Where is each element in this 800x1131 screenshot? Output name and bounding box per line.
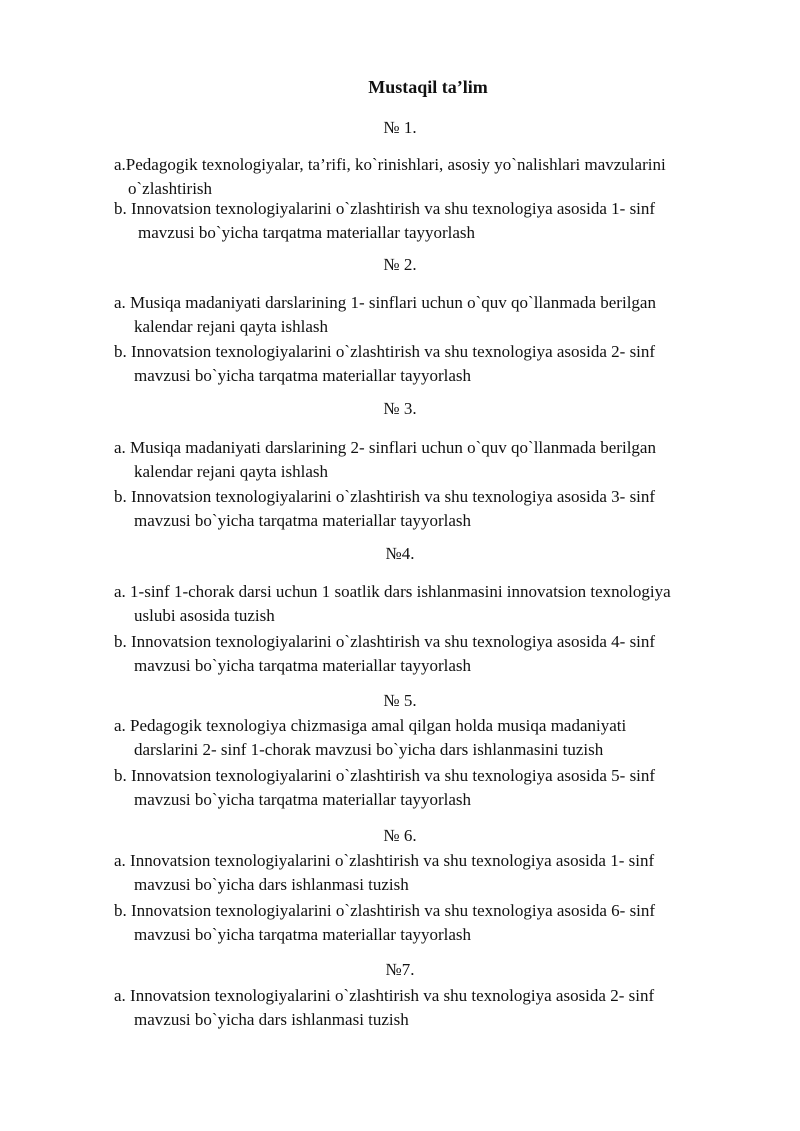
item-line: b. Innovatsion texnologiyalarini o`zlashtirish va shu texnologiya asosida 5- sinf	[114, 766, 656, 785]
section-5-item-a	[114, 714, 754, 762]
item-line: mavzusi bo`yicha tarqatma materiallar tayyorlash	[134, 656, 472, 675]
section-number-6: № 6.	[383, 826, 417, 845]
item-line: b. Innovatsion texnologiyalarini o`zlashtirish va shu texnologiya asosida 1- sinf	[114, 199, 656, 218]
section-4-item-a	[114, 580, 754, 628]
item-line: a. Musiqa madaniyati darslarining 1- sinflari uchun o`quv qo`llanmada berilgan	[114, 293, 656, 312]
section-4-item-b	[114, 630, 754, 678]
item-line: uslubi asosida tuzish	[134, 606, 275, 625]
section-number-3: № 3.	[383, 399, 417, 418]
section-3-item-b	[114, 485, 754, 533]
item-line: a. 1-sinf 1-chorak darsi uchun 1 soatlik dars ishlanmasini innovatsion texnologiya	[114, 582, 671, 601]
section-1-item-a	[114, 153, 754, 201]
section-2-item-b	[114, 340, 754, 388]
item-line: b. Innovatsion texnologiyalarini o`zlashtirish va shu texnologiya asosida 3- sinf	[114, 487, 656, 506]
item-line: mavzusi bo`yicha dars ishlanmasi tuzish	[134, 1010, 409, 1029]
item-line: b. Innovatsion texnologiyalarini o`zlashtirish va shu texnologiya asosida 4- sinf	[114, 632, 656, 651]
item-line: darslarini 2- sinf 1-chorak mavzusi bo`yicha dars ishlanmasini tuzish	[134, 740, 604, 759]
item-line: a. Musiqa madaniyati darslarining 2- sinflari uchun o`quv qo`llanmada berilgan	[114, 438, 656, 457]
item-line: mavzusi bo`yicha tarqatma materiallar tayyorlash	[138, 223, 476, 242]
item-line: mavzusi bo`yicha tarqatma materiallar tayyorlash	[134, 366, 472, 385]
item-line: a. Innovatsion texnologiyalarini o`zlashtirish va shu texnologiya asosida 1- sinf	[114, 851, 655, 870]
section-5-item-b	[114, 764, 754, 812]
item-line: kalendar rejani qayta ishlash	[134, 317, 329, 336]
document-title: Mustaqil ta’lim	[368, 77, 488, 97]
item-line: b. Innovatsion texnologiyalarini o`zlashtirish va shu texnologiya asosida 2- sinf	[114, 342, 656, 361]
section-1-item-b	[114, 197, 754, 245]
section-6-item-a	[114, 849, 754, 897]
item-line: mavzusi bo`yicha tarqatma materiallar tayyorlash	[134, 511, 472, 530]
item-line: b. Innovatsion texnologiyalarini o`zlashtirish va shu texnologiya asosida 6- sinf	[114, 901, 656, 920]
item-line: kalendar rejani qayta ishlash	[134, 462, 329, 481]
item-line: a.Pedagogik texnologiyalar, ta’rifi, ko`rinishlari, asosiy yo`nalishlari mavzularini	[114, 155, 666, 174]
item-line: mavzusi bo`yicha tarqatma materiallar tayyorlash	[134, 790, 472, 809]
section-number-4: №4.	[385, 544, 415, 563]
item-line: mavzusi bo`yicha dars ishlanmasi tuzish	[134, 875, 409, 894]
item-line: a. Innovatsion texnologiyalarini o`zlashtirish va shu texnologiya asosida 2- sinf	[114, 986, 655, 1005]
item-line: mavzusi bo`yicha tarqatma materiallar tayyorlash	[134, 925, 472, 944]
item-line: o`zlashtirish	[128, 179, 213, 198]
section-2-item-a	[114, 291, 754, 339]
section-7-item-a	[114, 984, 754, 1032]
section-6-item-b	[114, 899, 754, 947]
section-number-2: № 2.	[383, 255, 417, 274]
section-number-7: №7.	[385, 960, 415, 979]
section-number-5: № 5.	[383, 691, 417, 710]
item-line: a. Pedagogik texnologiya chizmasiga amal qilgan holda musiqa madaniyati	[114, 716, 627, 735]
section-3-item-a	[114, 436, 754, 484]
section-number-1: № 1.	[383, 118, 417, 137]
